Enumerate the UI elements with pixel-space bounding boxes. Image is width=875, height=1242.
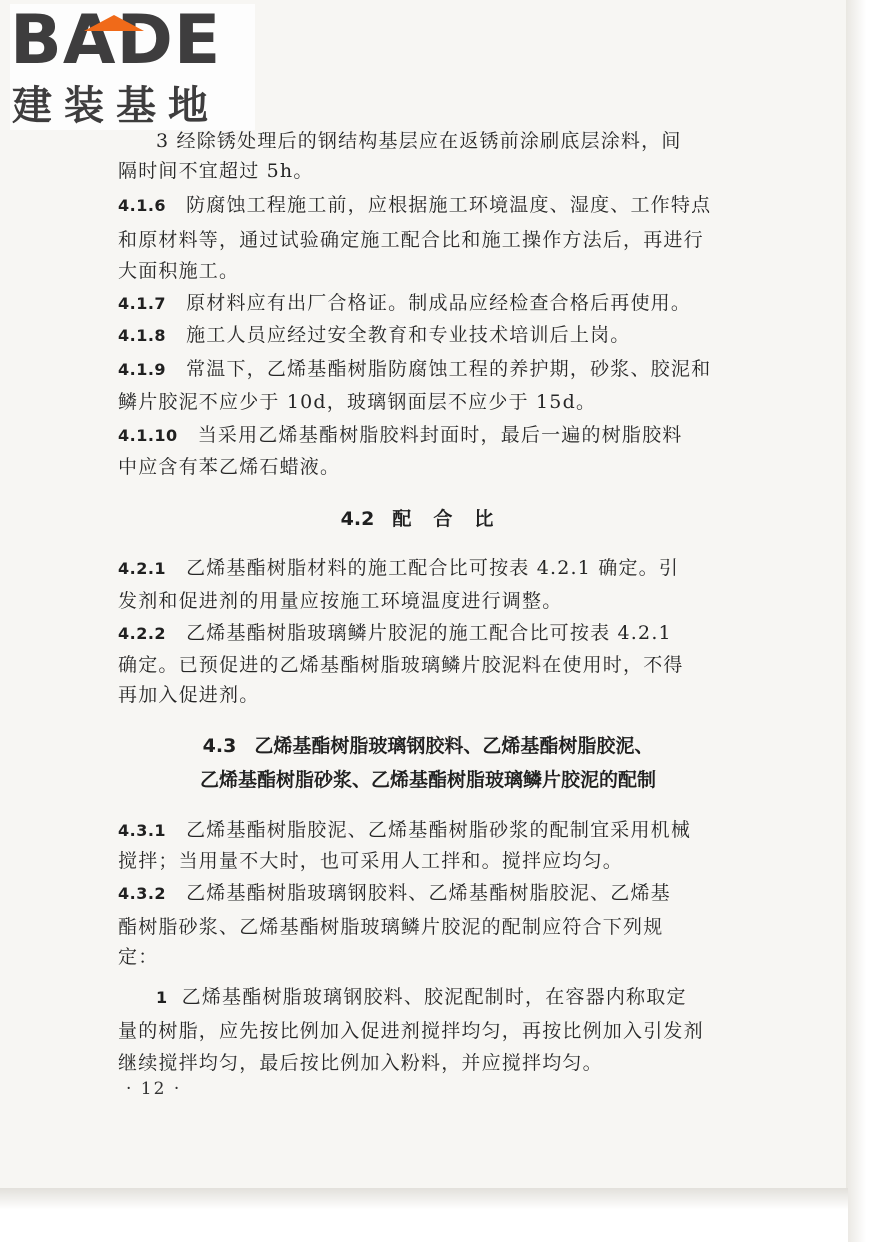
- clause-4-1-7: 4.1.7 原材料应有出厂合格证。制成品应经检查合格后再使用。: [118, 292, 692, 314]
- text-line: 定：: [118, 946, 159, 968]
- scan-edge: [846, 0, 875, 1242]
- list-item-1: 1 乙烯基酯树脂玻璃钢胶料、胶泥配制时，在容器内称取定: [156, 986, 687, 1008]
- clause-number: 4.3.2: [118, 884, 167, 903]
- clause-4-3-2: 4.3.2 乙烯基酯树脂玻璃钢胶料、乙烯基酯树脂胶泥、乙烯基: [118, 882, 671, 904]
- clause-number: 4.2.1: [118, 559, 167, 578]
- clause-number: 4.2.2: [118, 624, 167, 643]
- scan-bottom-edge: [0, 1188, 848, 1242]
- logo-accent-icon: [84, 15, 144, 31]
- clause-4-2-1: 4.2.1 乙烯基酯树脂材料的施工配合比可按表 4.2.1 确定。引: [118, 557, 680, 579]
- clause-number: 4.1.9: [118, 360, 167, 379]
- text-line: 鳞片胶泥不应少于 10d，玻璃钢面层不应少于 15d。: [118, 391, 597, 413]
- clause-number: 4.1.8: [118, 326, 167, 345]
- text-line: 量的树脂，应先按比例加入促进剂搅拌均匀，再按比例加入引发剂: [118, 1020, 704, 1042]
- text-line: 中应含有苯乙烯石蜡液。: [118, 456, 341, 478]
- watermark-logo: [10, 1, 255, 130]
- clause-number: 4.3.1: [118, 821, 167, 840]
- section-heading-4-3-line2: 乙烯基酯树脂砂浆、乙烯基酯树脂玻璃鳞片胶泥的配制: [199, 769, 656, 791]
- text-line: 酯树脂砂浆、乙烯基酯树脂玻璃鳞片胶泥的配制应符合下列规: [118, 916, 664, 938]
- clause-4-2-2: 4.2.2 乙烯基酯树脂玻璃鳞片胶泥的施工配合比可按表 4.2.1: [118, 622, 672, 644]
- item-number: 1: [156, 988, 168, 1007]
- logo-chinese-text: 建装基地: [12, 83, 220, 129]
- clause-4-1-6: 4.1.6 防腐蚀工程施工前，应根据施工环境温度、湿度、工作特点: [118, 194, 712, 216]
- page-number: · 12 ·: [126, 1079, 182, 1099]
- text-line: 和原材料等，通过试验确定施工配合比和施工操作方法后，再进行: [118, 229, 704, 251]
- text-line: 大面积施工。: [118, 260, 240, 282]
- text-line: 再加入促进剂。: [118, 684, 260, 706]
- clause-4-1-8: 4.1.8 施工人员应经过安全教育和专业技术培训后上岗。: [118, 324, 631, 346]
- text-line: 3 经除锈处理后的钢结构基层应在返锈前涂刷底层涂料，间: [156, 130, 682, 152]
- text-line: 确定。已预促进的乙烯基酯树脂玻璃鳞片胶泥料在使用时，不得: [118, 654, 684, 676]
- clause-number: 4.1.6: [118, 196, 167, 215]
- clause-number: 4.1.10: [118, 426, 178, 445]
- text-line: 发剂和促进剂的用量应按施工环境温度进行调整。: [118, 590, 563, 612]
- text-line: 隔时间不宜超过 5h。: [118, 160, 314, 182]
- logo-wordmark: BADE: [10, 1, 222, 80]
- clause-4-3-1: 4.3.1 乙烯基酯树脂胶泥、乙烯基酯树脂砂浆的配制宜采用机械: [118, 819, 692, 841]
- clause-number: 4.1.7: [118, 294, 167, 313]
- section-heading-4-3: 4.3 乙烯基酯树脂玻璃钢胶料、乙烯基酯树脂胶泥、: [202, 735, 654, 757]
- text-line: 继续搅拌均匀，最后按比例加入粉料，并应搅拌均匀。: [118, 1052, 603, 1074]
- text-line: 搅拌；当用量不大时，也可采用人工拌和。搅拌应均匀。: [118, 850, 624, 872]
- section-heading-4-2: 4.2 配合比: [340, 508, 516, 530]
- clause-4-1-9: 4.1.9 常温下，乙烯基酯树脂防腐蚀工程的养护期，砂浆、胶泥和: [118, 358, 712, 380]
- clause-4-1-10: 4.1.10 当采用乙烯基酯树脂胶料封面时，最后一遍的树脂胶料: [118, 424, 683, 446]
